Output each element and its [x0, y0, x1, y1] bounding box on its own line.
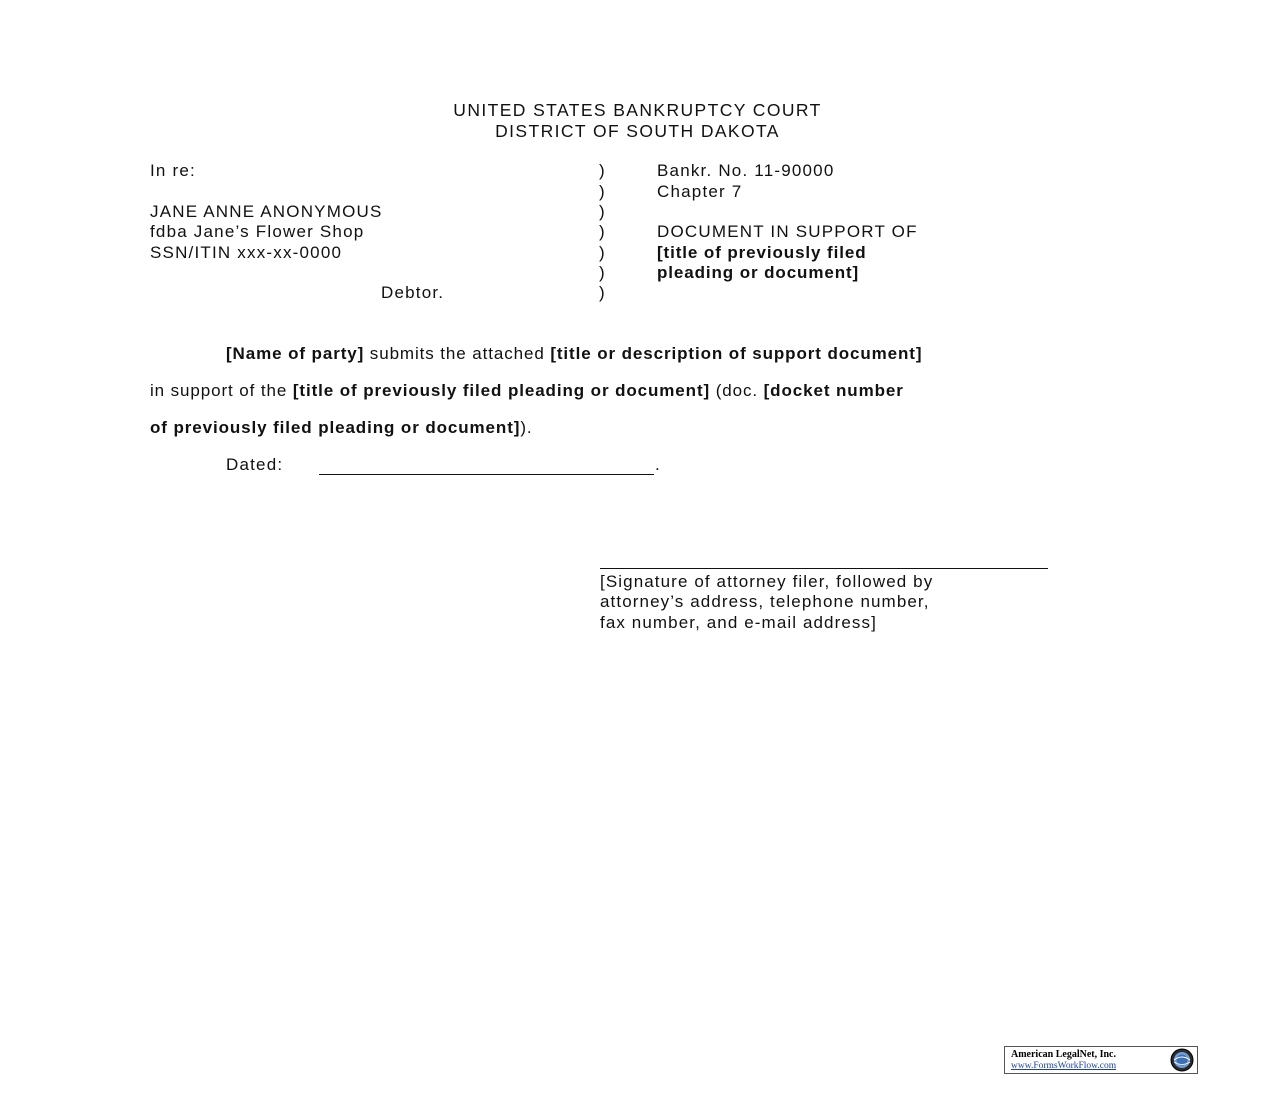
- body-line-3: [150, 418, 533, 438]
- in-re-label: In re:: [150, 161, 196, 180]
- body-line-2: [150, 381, 904, 401]
- dated-period: .: [655, 455, 661, 474]
- dated-label: Dated:: [226, 455, 284, 474]
- document-title: DOCUMENT IN SUPPORT OF: [657, 222, 918, 241]
- caption-paren: ): [599, 182, 605, 201]
- signature-instructions-1: [Signature of attorney filer, followed by: [600, 572, 934, 591]
- publisher-logo: [1004, 1046, 1198, 1074]
- body-text: in support of the: [150, 381, 293, 400]
- debtor-ssn: SSN/ITIN xxx-xx-0000: [150, 243, 343, 262]
- support-document-placeholder: [title or description of support document]: [550, 344, 923, 363]
- pleading-title-placeholder: [title of previously filed pleading or document]: [292, 381, 711, 400]
- docket-number-placeholder-cont: of previously filed pleading or document]: [150, 418, 521, 437]
- caption-paren: ): [599, 283, 605, 302]
- debtor-fdba: fdba Jane’s Flower Shop: [150, 222, 365, 241]
- body-line-1: [226, 344, 922, 364]
- signature-instructions-2: attorney’s address, telephone number,: [600, 592, 930, 611]
- document-title-placeholder-2: pleading or document]: [657, 263, 860, 282]
- debtor-label: Debtor.: [381, 283, 445, 302]
- caption-paren: ): [599, 243, 605, 262]
- chapter: Chapter 7: [657, 182, 743, 201]
- publisher-name: American LegalNet, Inc.: [1011, 1049, 1116, 1060]
- party-name-placeholder: [Name of party]: [226, 344, 365, 363]
- document-title-placeholder-1: [title of previously filed: [657, 243, 867, 262]
- case-number: Bankr. No. 11-90000: [657, 161, 835, 180]
- caption-paren: ): [599, 222, 605, 241]
- court-name: UNITED STATES BANKRUPTCY COURT: [453, 100, 822, 120]
- docket-number-placeholder: [docket number: [763, 381, 904, 400]
- body-text: ).: [520, 418, 533, 437]
- caption-paren: ): [599, 202, 605, 221]
- caption-paren: ): [599, 161, 605, 180]
- publisher-url[interactable]: www.FormsWorkFlow.com: [1011, 1061, 1117, 1071]
- body-text: submits the attached: [364, 344, 551, 363]
- globe-icon: [1170, 1048, 1194, 1072]
- body-text: (doc.: [710, 381, 764, 400]
- court-district: DISTRICT OF SOUTH DAKOTA: [495, 121, 780, 141]
- signature-instructions-3: fax number, and e-mail address]: [600, 613, 877, 632]
- dated-blank-line: [319, 474, 654, 475]
- caption-paren: ): [599, 263, 605, 282]
- signature-line: [600, 568, 1048, 569]
- debtor-name: JANE ANNE ANONYMOUS: [150, 202, 383, 221]
